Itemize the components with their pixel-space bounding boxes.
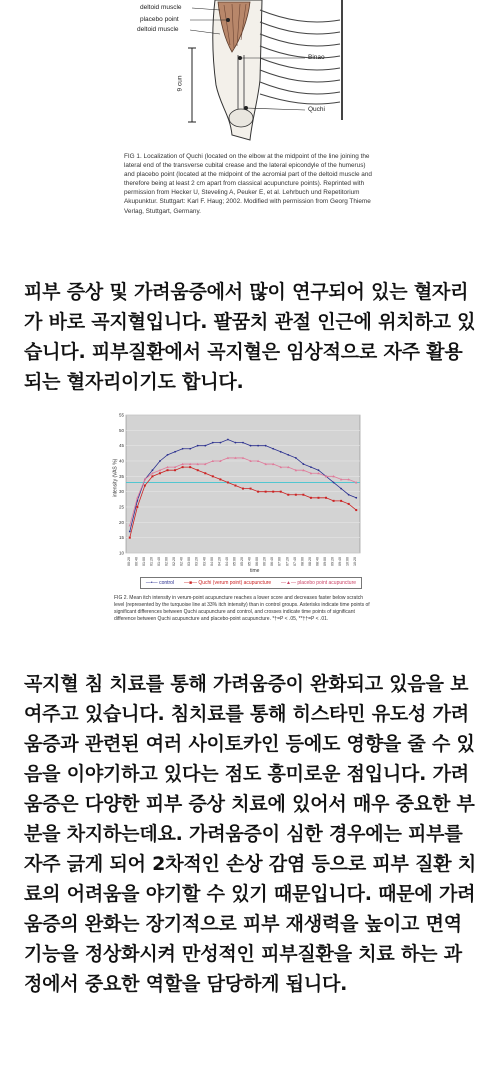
chart-point (250, 488, 252, 490)
chart-x-tick-label: 08:40 (315, 557, 320, 566)
chart-point (167, 469, 169, 471)
label-deltoid-top: deltoid muscle (140, 4, 182, 11)
chart-point (212, 475, 214, 477)
chart-x-tick-label: 03:40 (202, 557, 207, 566)
chart-point (159, 472, 161, 474)
chart-x-tick-label: 07:00 (277, 557, 282, 566)
chart-x-tick-label: 02:00 (164, 557, 169, 566)
chart-y-tick-label: 30 (118, 489, 124, 495)
chart-point (295, 457, 297, 459)
chart-y-tick-label: 25 (118, 504, 124, 510)
chart-point (242, 488, 244, 490)
paragraph-2: 곡지혈 침 치료를 통해 가려움증이 완화되고 있음을 보여주고 있습니다. 침치료를 통해 히스타민 유도성 가려움증과 관련된 여러 사이토카인 등에도 영향을 줄 수 있음을 이야기하고 있다는 점도 흥미로운 점입니다. 가려움증은 다양한 피부 증상 치료에 있어서 매우 중요한 부분을 차지하는데요. 가려움증이 심한 경우에는 피부를 자주 긁게 되어 2차적인 손상 감염 등으로 피부 질환 치료의 어려움을 야기할 수 있기 때문입니다. 때문에 가려움증의 완화는 장기적으로 피부 재생력을 높이고 면역기능을 정상화시켜 만성적인 피부질환을 치료 하는 과정에서 중요한 역할을 담당하게 됩니다. (24, 673, 476, 995)
chart-x-tick-label: 02:20 (172, 557, 177, 566)
chart-point (295, 494, 297, 496)
chart-x-tick-label: 10:00 (345, 557, 350, 566)
figure-1-caption: FIG 1. Localization of Quchi (located on the elbow at the midpoint of the line joining the lateral end of the transverse cubital crease and the lateral epicondyle of the humerus) and placebo point (located at the midpoint of the acromial part of the deltoid muscle and therefore being at least 2 cm apart from classical acupuncture points). Reprinted with permission from Hecker U, Steveling A, Peuker E, et al. Lehrbuch und Repetitorium Akupunktur. Stuttgart: Karl F. Haug; 2002. Modified with permission from Georg Thieme Verlag, Stuttgart, Germany. (124, 153, 372, 215)
chart-point (242, 442, 244, 444)
chart-point (257, 445, 259, 447)
chart-point (355, 497, 357, 499)
chart-x-tick-label: 00:20 (126, 557, 131, 566)
figure-2-caption: FIG 2. Mean itch intensity in verum-point acupuncture reaches a lower score and decreases faster below scratch level (represented by the turquoise line at 33% itch intensity) than in control groups. Asterisks indicate time points of significant differences between Quchi acupuncture and control, and crosses indicate time points of significant difference between Quchi acupuncture and placebo-point acupuncture. *†=P < .05, **††=P < .01. (114, 595, 370, 622)
chart-x-tick-label: 07:40 (292, 557, 297, 566)
chart-point (129, 531, 131, 533)
label-quchi: Quchi (308, 106, 325, 113)
chart-x-tick-label: 06:00 (255, 557, 260, 566)
chart-point (219, 478, 221, 480)
chart-plot-area (126, 415, 360, 553)
chart-point (302, 494, 304, 496)
chart-point (265, 445, 267, 447)
chart-x-tick-label: 09:00 (323, 557, 328, 566)
chart-point (167, 454, 169, 456)
chart-point (280, 491, 282, 493)
chart-point (212, 442, 214, 444)
label-deltoid-bottom: deltoid muscle (137, 26, 179, 33)
chart-x-tick-label: 04:00 (209, 557, 214, 566)
chart-point (333, 500, 335, 502)
chart-point (287, 454, 289, 456)
chart-point (310, 497, 312, 499)
chart-x-tick-label: 01:00 (141, 557, 146, 566)
chart-x-tick-label: 06:40 (270, 557, 275, 566)
chart-point (136, 506, 138, 508)
chart-x-tick-label: 01:20 (149, 557, 154, 566)
chart-point (302, 463, 304, 465)
chart-point (235, 442, 237, 444)
chart-point (227, 439, 229, 441)
chart-point (189, 466, 191, 468)
chart-legend (140, 577, 362, 589)
chart-point (204, 445, 206, 447)
chart-x-tick-label: 04:20 (217, 557, 222, 566)
figure-1 (120, 0, 380, 255)
chart-y-tick-label: 10 (118, 550, 124, 556)
chart-x-tick-label: 05:00 (232, 557, 237, 566)
chart-point (197, 445, 199, 447)
chart-point (333, 482, 335, 484)
chart-y-tick-label: 40 (118, 458, 124, 464)
chart-x-tick-label: 08:00 (300, 557, 305, 566)
chart-y-tick-label: 45 (118, 443, 124, 449)
chart-point (310, 466, 312, 468)
chart-point (197, 469, 199, 471)
chart-point (250, 445, 252, 447)
chart-x-axis-label: time (250, 568, 260, 574)
chart-x-tick-label: 10:20 (353, 557, 358, 566)
chart-x-tick-label: 09:20 (330, 557, 335, 566)
chart-x-tick-label: 07:20 (285, 557, 290, 566)
chart-y-tick-label: 35 (118, 473, 124, 479)
chart-x-tick-label: 03:20 (194, 557, 199, 566)
chart-point (234, 485, 236, 487)
chart-x-tick-label: 03:00 (187, 557, 192, 566)
chart-point (144, 485, 146, 487)
legend-placebo: —▲— placebo point acupuncture (281, 580, 357, 586)
chart-x-tick-label: 02:40 (179, 557, 184, 566)
chart-x-tick-label: 05:20 (240, 557, 244, 566)
chart-x-tick-label: 05:40 (247, 557, 252, 566)
chart-x-tick-label: 04:40 (224, 557, 229, 566)
chart-x-tick-label: 01:40 (156, 557, 161, 566)
chart-point (340, 488, 342, 490)
chart-point (340, 500, 342, 502)
chart-point (151, 475, 153, 477)
chart-point (227, 481, 229, 483)
chart-point (174, 451, 176, 453)
chart-point (348, 503, 350, 505)
label-binao: Binao (308, 54, 325, 61)
legend-control: —•— control (145, 580, 175, 586)
chart-point (182, 448, 184, 450)
chart-x-tick-label: 00:40 (134, 557, 139, 566)
chart-point (219, 442, 221, 444)
chart-y-tick-label: 15 (118, 535, 124, 541)
chart-x-tick-label: 08:20 (307, 557, 312, 566)
chart-point (318, 469, 320, 471)
itch-intensity-chart (110, 405, 370, 575)
chart-point (182, 466, 184, 468)
figure-2 (110, 405, 370, 635)
chart-y-axis-label: intensity (VAS %) (112, 458, 119, 498)
chart-point (348, 494, 350, 496)
label-ruler: 9 cun (176, 75, 184, 92)
chart-point (287, 494, 289, 496)
chart-point (152, 469, 154, 471)
chart-y-tick-label: 55 (118, 412, 124, 418)
chart-y-tick-label: 50 (118, 427, 124, 433)
chart-point (355, 509, 357, 511)
chart-point (265, 491, 267, 493)
chart-point (257, 491, 259, 493)
chart-point (159, 460, 161, 462)
chart-point (129, 537, 131, 539)
chart-point (272, 491, 274, 493)
legend-quchi: —■— Quchi (verum point) acupuncture (183, 580, 272, 586)
chart-point (280, 451, 282, 453)
chart-point (204, 472, 206, 474)
chart-x-tick-label: 09:40 (338, 557, 343, 566)
chart-point (174, 469, 176, 471)
paragraph-1: 피부 증상 및 가려움증에서 많이 연구되어 있는 혈자리가 바로 곡지혈입니다. 팔꿈치 관절 인근에 위치하고 있습니다. 피부질환에서 곡지혈은 임상적으로 자주 활용되는 혈자리이기도 합니다. (24, 281, 476, 393)
chart-y-tick-label: 20 (118, 519, 124, 525)
chart-point (325, 497, 327, 499)
label-placebo-point: placebo point (140, 16, 179, 23)
chart-point (317, 497, 319, 499)
chart-point (272, 448, 274, 450)
chart-x-tick-label: 06:20 (262, 557, 267, 566)
chart-point (189, 448, 191, 450)
